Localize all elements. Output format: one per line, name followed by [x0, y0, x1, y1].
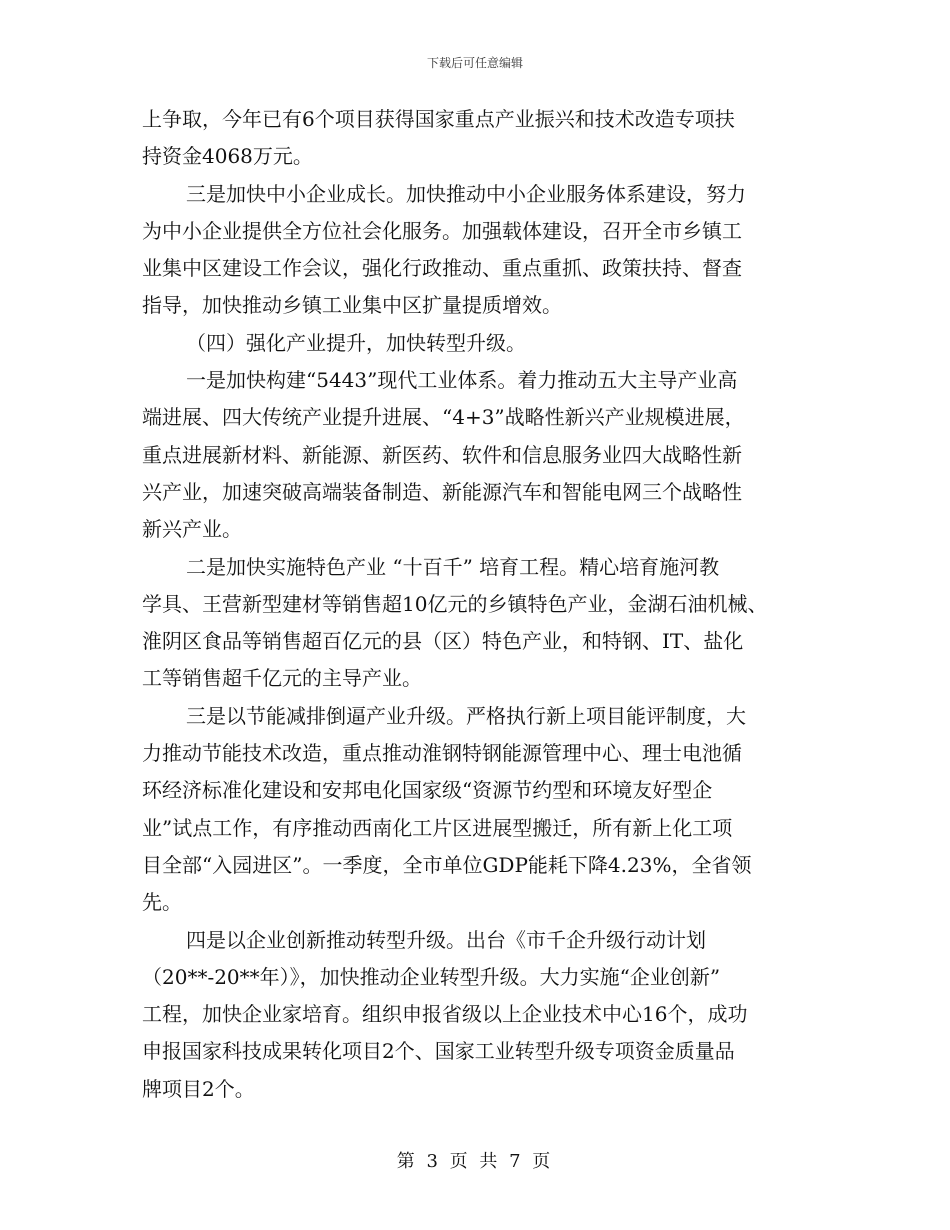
paragraph-first-line: 三是加快中小企业成长。加快推动中小企业服务体系建设，努力	[186, 181, 746, 206]
text-line: 指导，加快推动乡镇工业集中区扩量提质增效。	[142, 293, 562, 318]
paragraph-first-line: 一是加快构建“5443”现代工业体系。着力推动五大主导产业高	[186, 368, 738, 393]
text-line: 目全部“入园进区”。一季度，全市单位GDP能耗下降4.23%，全省领	[142, 852, 752, 877]
paragraph-first-line: 二是加快实施特色产业 “十百千” 培育工程。精心培育施河教	[186, 554, 720, 579]
text-line: 业集中区建设工作会议，强化行政推动、重点重抓、政策扶持、督查	[142, 256, 742, 281]
text-line: 淮阴区食品等销售超百亿元的县（区）特色产业，和特钢、IT、盐化	[142, 629, 744, 654]
text-line: 新兴产业。	[142, 517, 242, 542]
text-line: 环经济标准化建设和安邦电化国家级“资源节约型和环境友好型企	[142, 778, 713, 803]
text-line: 力推动节能技术改造，重点推动淮钢特钢能源管理中心、理士电池循	[142, 741, 742, 766]
text-line: 兴产业，加速突破高端装备制造、新能源汽车和智能电网三个战略性	[142, 479, 742, 504]
page-header: 下载后可任意编辑	[426, 56, 523, 70]
text-line: 业”试点工作，有序推动西南化工片区进展型搬迁，所有新上化工项	[142, 815, 733, 840]
text-line: 持资金4068万元。	[142, 144, 313, 169]
text-line: （20**-20**年）》，加快推动企业转型升级。大力实施“企业创新”	[142, 964, 721, 989]
text-line: 牌项目2个。	[142, 1076, 255, 1101]
text-line: 上争取，今年已有6个项目获得国家重点产业振兴和技术改造专项扶	[142, 107, 735, 131]
text-line: 工程，加快企业家培育。组织申报省级以上企业技术中心16个，成功	[142, 1002, 748, 1027]
paragraph-first-line: 四是以企业创新推动转型升级。出台《市千企升级行动计划	[186, 927, 706, 952]
page-footer: 第 3 页 共 7 页	[396, 1151, 554, 1172]
text-line: 端进展、四大传统产业提升进展、“4+3”战略性新兴产业规模进展，	[142, 405, 745, 430]
document-body	[142, 101, 810, 1108]
text-line: 申报国家科技成果转化项目2个、国家工业转型升级专项资金质量品	[142, 1039, 735, 1064]
text-line: 先。	[142, 890, 182, 915]
paragraph-first-line: 三是以节能减排倒逼产业升级。严格执行新上项目能评制度，大	[186, 703, 746, 728]
section-heading: （四）强化产业提升，加快转型升级。	[186, 330, 526, 355]
text-line: 重点进展新材料、新能源、新医药、软件和信息服务业四大战略性新	[142, 442, 742, 467]
text-line: 工等销售超千亿元的主导产业。	[142, 666, 422, 691]
text-line: 为中小企业提供全方位社会化服务。加强载体建设，召开全市乡镇工	[142, 218, 742, 243]
text-line: 学具、王营新型建材等销售超10亿元的乡镇特色产业，金湖石油机械、	[142, 591, 768, 616]
